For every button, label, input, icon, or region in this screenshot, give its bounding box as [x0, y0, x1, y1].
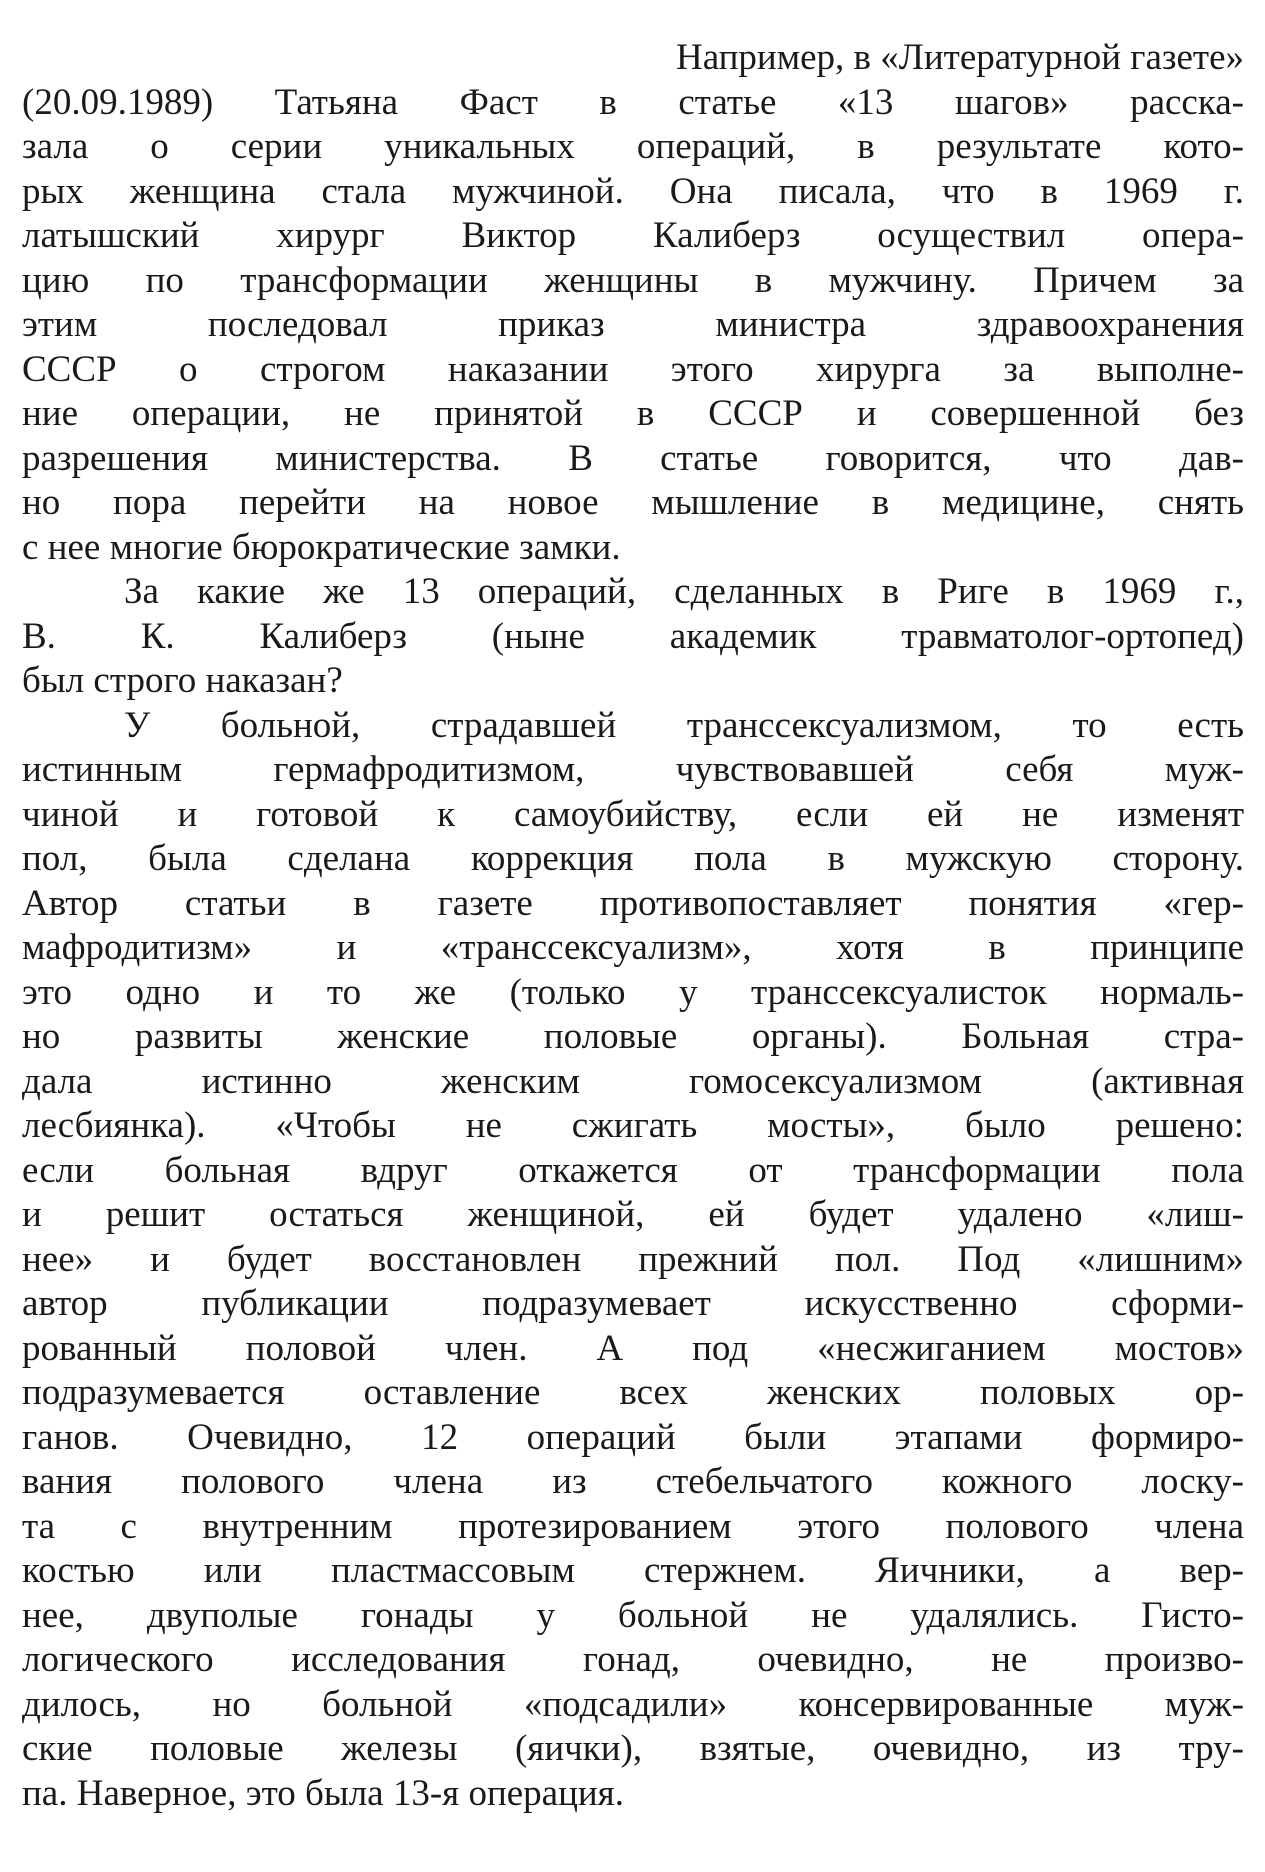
text-line: если больная вдруг откажется от трансформации пола: [22, 1149, 1244, 1191]
text-line: СССР о строгом наказании этого хирурга за выполне-: [22, 348, 1244, 390]
text-line: вания полового члена из стебельчатого кожного лоску-: [22, 1461, 1244, 1502]
text-line: мафродитизм» и «транссексуализм», хотя в принципе: [22, 927, 1244, 968]
text-line: ганов. Очевидно, 12 операций были этапами формиро-: [22, 1416, 1244, 1458]
text-line: рых женщина стала мужчиной. Она писала, что в 1969 г.: [22, 170, 1244, 212]
paragraph-3: [22, 704, 1244, 1817]
text-line: этим последовал приказ министра здравоохранения: [22, 304, 1244, 345]
text-line: пол, была сделана коррекция пола в мужскую сторону.: [22, 838, 1244, 879]
paragraph-2: [22, 570, 1244, 704]
document-page: [22, 36, 1244, 1816]
text-line: У больной, страдавшей транссексуализмом, то есть: [124, 704, 1244, 746]
text-line: был строго наказан?: [22, 660, 343, 701]
text-line: ние операции, не принятой в СССР и совершенной без: [22, 393, 1244, 434]
text-line: но развиты женские половые органы). Больная стра-: [22, 1016, 1244, 1057]
text-line: разрешения министерства. В статье говорится, что дав-: [22, 437, 1244, 479]
text-line: истинным гермафродитизмом, чувствовавшей себя муж-: [22, 749, 1244, 790]
text-line: латышский хирург Виктор Калиберз осуществил опера-: [22, 215, 1244, 256]
text-line: это одно и то же (только у транссексуалисток нормаль-: [22, 971, 1244, 1013]
text-line: но пора перейти на новое мышление в медицине, снять: [22, 482, 1244, 523]
text-line: костью или пластмассовым стержнем. Яичники, а вер-: [22, 1550, 1244, 1591]
text-line: па. Наверное, это была 13-я операция.: [22, 1772, 624, 1814]
paragraph-1: [22, 36, 1244, 570]
text-line: (20.09.1989) Татьяна Фаст в статье «13 шагов» расска-: [22, 81, 1244, 123]
text-line: чиной и готовой к самоубийству, если ей не изменят: [22, 793, 1244, 835]
text-line: автор публикации подразумевает искусственно сформи-: [22, 1283, 1244, 1324]
text-line: с нее многие бюрократические замки.: [22, 526, 621, 568]
text-line: Например, в «Литературной газете»: [675, 37, 1244, 78]
text-line: лесбиянка). «Чтобы не сжигать мосты», было решено:: [22, 1105, 1244, 1146]
text-line: нее» и будет восстановлен прежний пол. Под «лишним»: [22, 1238, 1244, 1280]
text-line: В. К. Калиберз (ныне академик травматолог-ортопед): [22, 615, 1244, 657]
text-line: та с внутренним протезированием этого полового члена: [22, 1505, 1244, 1547]
text-line: подразумевается оставление всех женских половых ор-: [22, 1372, 1244, 1413]
text-line: зала о серии уникальных операций, в результате кото-: [22, 126, 1244, 167]
text-line: Автор статьи в газете противопоставляет понятия «гер-: [22, 882, 1244, 924]
text-line: дилось, но больной «подсадили» консервированные муж-: [22, 1683, 1244, 1725]
text-line: дала истинно женским гомосексуализмом (активная: [22, 1060, 1244, 1102]
text-line: рованный половой член. А под «несжиганием мостов»: [22, 1327, 1244, 1369]
text-line: и решит остаться женщиной, ей будет удалено «лиш-: [22, 1194, 1244, 1235]
text-line: логического исследования гонад, очевидно, не произво-: [22, 1639, 1244, 1680]
text-line: цию по трансформации женщины в мужчину. Причем за: [22, 259, 1244, 301]
text-line: нее, двуполые гонады у больной не удалялись. Гисто-: [22, 1594, 1244, 1636]
text-line: За какие же 13 операций, сделанных в Риге в 1969 г.,: [124, 571, 1244, 612]
text-line: ские половые железы (яички), взятые, очевидно, из тру-: [22, 1728, 1244, 1769]
